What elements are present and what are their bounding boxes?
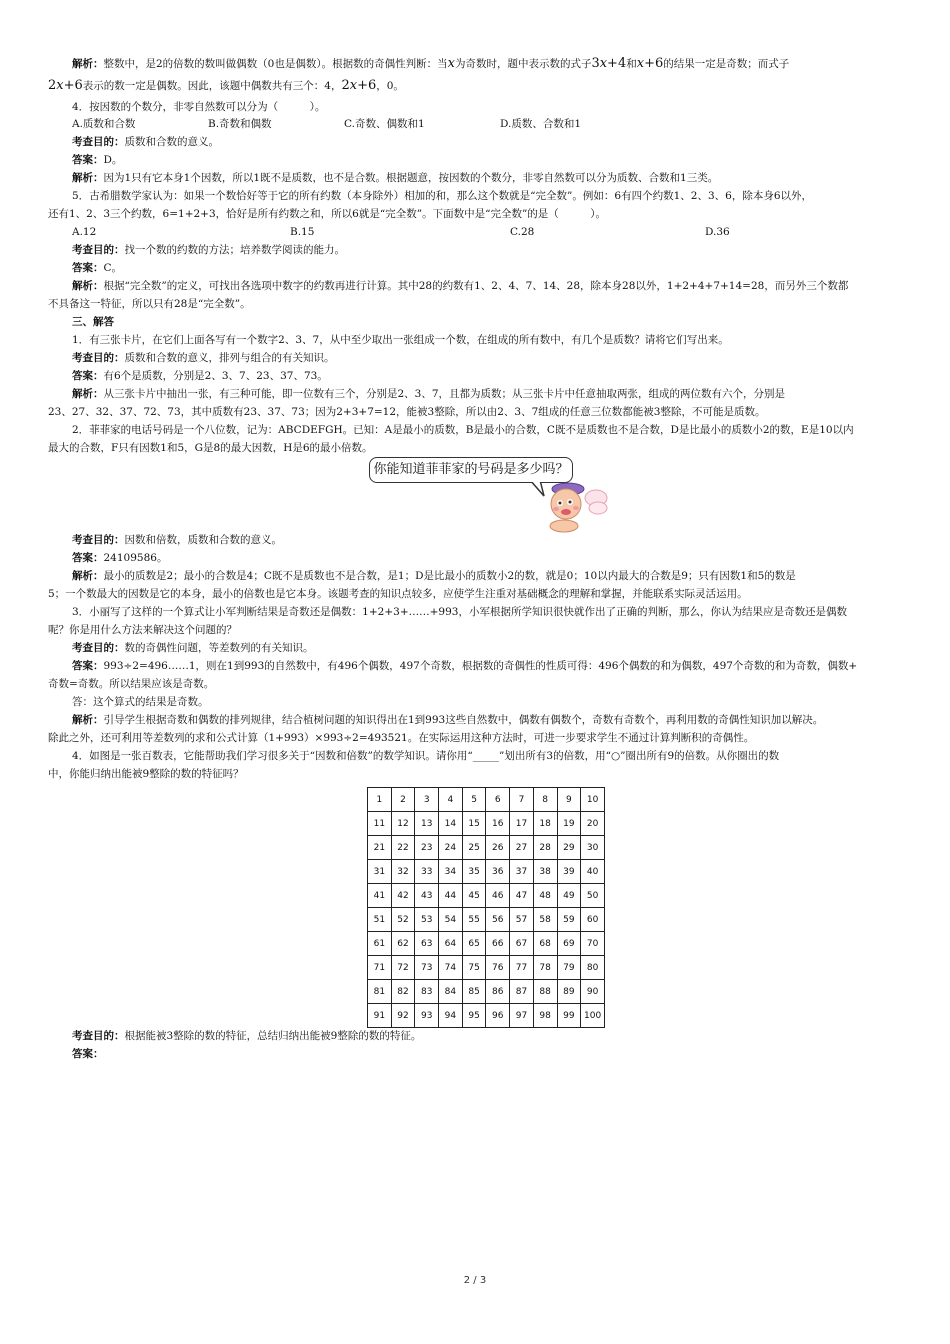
label: 考查目的： <box>72 642 125 654</box>
hundred-chart-cell: 51 <box>368 908 392 932</box>
p3-goal <box>72 641 906 656</box>
hundred-chart-cell: 30 <box>581 836 605 860</box>
hundred-chart-cell: 6 <box>486 788 510 812</box>
hundred-chart-cell: 19 <box>557 812 581 836</box>
label: 考查目的： <box>72 534 125 546</box>
p2-explanation-line-2: 5；一个数最大的因数是它的本身，最小的倍数也是它本身。该题考查的知识点较多，应使学生注重对基础概念的理解和掌握，并能联系实际灵活运用。 <box>48 588 748 600</box>
hundred-chart-cell: 56 <box>486 908 510 932</box>
hundred-chart-cell: 59 <box>557 908 581 932</box>
prev-explanation-line-1 <box>48 56 906 72</box>
hundred-chart-cell: 29 <box>557 836 581 860</box>
hundred-chart-row <box>368 860 605 884</box>
text: 引导学生根据奇数和偶数的排列规律，结合植树问题的知识得出在1到993这些自然数中，偶数有偶数个，奇数有奇数个，再利用数的奇偶性知识加以解决。 <box>103 714 824 726</box>
hundred-chart-cell: 18 <box>533 812 557 836</box>
hundred-chart-cell: 91 <box>368 1004 392 1028</box>
hundred-chart-cell: 44 <box>439 884 463 908</box>
q5-explanation-line-1 <box>72 279 906 294</box>
text: 因为1只有它本身1个因数，所以1既不是质数，也不是合数。根据题意，按因数的个数分，非零自然数可以分为质数、合数和1三类。 <box>103 172 719 184</box>
cupid-angel-icon <box>538 476 608 534</box>
hundred-chart-cell: 32 <box>391 860 415 884</box>
option-d: D.质数、合数和1 <box>500 118 582 130</box>
prev-explanation-line-2 <box>48 78 906 94</box>
hundred-chart-cell: 80 <box>581 956 605 980</box>
p1-explanation-line-2: 23、27、32、37、72、73，其中质数有23、37、73；因为2+3+7=12，能被3整除，所以由2、3、7组成的任意三位数都能被3整除，不可能是质数。 <box>48 406 766 418</box>
hundred-chart-cell: 22 <box>391 836 415 860</box>
hundred-chart-cell: 28 <box>533 836 557 860</box>
hundred-chart-cell: 47 <box>510 884 534 908</box>
hundred-chart-cell: 75 <box>462 956 486 980</box>
hundred-chart-cell: 25 <box>462 836 486 860</box>
p2-goal <box>72 533 906 548</box>
hundred-chart-cell: 70 <box>581 932 605 956</box>
p2-answer <box>72 551 906 566</box>
label: 解析： <box>72 172 104 184</box>
hundred-chart-cell: 48 <box>533 884 557 908</box>
label: 解析： <box>72 280 104 292</box>
label: 解析： <box>72 570 104 582</box>
hundred-chart-cell: 43 <box>415 884 439 908</box>
label: 考查目的： <box>72 136 125 148</box>
hundred-chart-cell: 99 <box>557 1004 581 1028</box>
hundred-chart-cell: 93 <box>415 1004 439 1028</box>
hundred-chart-cell: 33 <box>415 860 439 884</box>
hundred-chart-cell: 9 <box>557 788 581 812</box>
text: 整数中，是2的倍数的数叫做偶数（0也是偶数）。根据数的奇偶性判断：当 <box>103 58 448 70</box>
hundred-chart-cell: 67 <box>510 932 534 956</box>
page-number: 2 / 3 <box>463 1275 487 1286</box>
hundred-chart-cell: 41 <box>368 884 392 908</box>
hundred-chart-cell: 49 <box>557 884 581 908</box>
hundred-chart-cell: 52 <box>391 908 415 932</box>
hundred-chart-row <box>368 956 605 980</box>
hundred-chart-cell: 8 <box>533 788 557 812</box>
label: 考查目的： <box>72 244 125 256</box>
label: 答案： <box>72 1048 104 1060</box>
hundred-chart-cell: 90 <box>581 980 605 1004</box>
text: 质数和合数的意义，排列与组合的有关知识。 <box>124 352 335 364</box>
q5-goal <box>72 243 906 258</box>
math-expr: 𝑥+6 <box>636 56 664 71</box>
hundred-chart-cell: 77 <box>510 956 534 980</box>
option-a: A.12 <box>72 226 97 238</box>
hundred-chart-row <box>368 788 605 812</box>
text: 根据能被3整除的数的特征，总结归纳出能被9整除的数的特征。 <box>124 1030 422 1042</box>
label: 解析： <box>72 714 104 726</box>
text: 最小的质数是2；最小的合数是4；C既不是质数也不是合数，是1；D是比最小的质数小2的数，就是0；10以内最大的合数是9；只有因数1和5的数是 <box>103 570 796 582</box>
text: 质数和合数的意义。 <box>124 136 219 148</box>
hundred-chart-cell: 58 <box>533 908 557 932</box>
hundred-chart-cell: 72 <box>391 956 415 980</box>
p4-answer <box>72 1047 906 1062</box>
problem-3-line-2: 呢？你是用什么方法来解决这个问题的？ <box>48 624 237 636</box>
option-b: B.奇数和偶数 <box>208 118 272 130</box>
hundred-chart-cell: 12 <box>391 812 415 836</box>
hundred-chart-cell: 62 <box>391 932 415 956</box>
hundred-chart-cell: 46 <box>486 884 510 908</box>
hundred-chart-cell: 64 <box>439 932 463 956</box>
hundred-chart <box>367 787 605 1028</box>
hundred-chart-cell: 53 <box>415 908 439 932</box>
hundred-chart-cell: 7 <box>510 788 534 812</box>
hundred-chart-cell: 74 <box>439 956 463 980</box>
p3-explanation-line-1 <box>72 713 906 728</box>
question-4: 4．按因数的个数分，非零自然数可以分为（ ）。 <box>72 101 326 113</box>
hundred-chart-row <box>368 908 605 932</box>
label: 解析： <box>72 388 104 400</box>
text: 的结果一定是奇数；而式子 <box>663 58 790 70</box>
text: 表示的数一定是偶数。因此，该题中偶数共有三个：4， <box>82 80 342 92</box>
q4-answer <box>72 153 906 168</box>
hundred-chart-row <box>368 884 605 908</box>
problem-4-line-2: 中，你能归纳出能被9整除的数的特征吗？ <box>48 768 244 780</box>
hundred-chart-cell: 57 <box>510 908 534 932</box>
hundred-chart-row <box>368 980 605 1004</box>
text: 为奇数时，题中表示数的式子 <box>454 58 592 70</box>
label: 答案： <box>72 154 104 166</box>
problem-1: 1．有三张卡片，在它们上面各写有一个数字2、3、7，从中至少取出一张组成一个数，在组成的所有数中，有几个是质数？请将它们写出来。 <box>72 334 729 346</box>
p4-goal <box>72 1029 906 1044</box>
hundred-chart-cell: 87 <box>510 980 534 1004</box>
math-expr: 2𝑥+6 <box>48 78 83 93</box>
math-x: 𝑥 <box>447 56 455 71</box>
text: 和 <box>626 58 637 70</box>
text: 从三张卡片中抽出一张，有三种可能，即一位数有三个，分别是2、3、7，且都为质数；从三张卡片中任意抽取两张，组成的两位数有六个，分别是 <box>103 388 786 400</box>
hundred-chart-cell: 85 <box>462 980 486 1004</box>
hundred-chart-cell: 68 <box>533 932 557 956</box>
hundred-chart-cell: 79 <box>557 956 581 980</box>
hundred-chart-cell: 3 <box>415 788 439 812</box>
hundred-chart-cell: 14 <box>439 812 463 836</box>
p1-answer <box>72 369 906 384</box>
hundred-chart-cell: 95 <box>462 1004 486 1028</box>
hundred-chart-row <box>368 812 605 836</box>
text: ，0。 <box>376 80 404 92</box>
label: 答案： <box>72 262 104 274</box>
hundred-chart-cell: 42 <box>391 884 415 908</box>
p2-explanation-line-1 <box>72 569 906 584</box>
hundred-chart-cell: 76 <box>486 956 510 980</box>
hundred-chart-cell: 65 <box>462 932 486 956</box>
hundred-chart-cell: 69 <box>557 932 581 956</box>
hundred-chart-cell: 26 <box>486 836 510 860</box>
problem-4-line-1: 4．如图是一张百数表，它能帮助我们学习很多关于“因数和倍数”的数学知识。请你用“_____”划出所有3的倍数，用“○”圈出所有9的倍数。从你圈出的数 <box>72 750 780 762</box>
text: 24109586。 <box>103 552 168 564</box>
hundred-chart-cell: 38 <box>533 860 557 884</box>
q5-explanation-line-2: 不具备这一特征，所以只有28是“完全数”。 <box>48 298 251 310</box>
q4-explanation <box>72 171 906 186</box>
label: 答案： <box>72 552 104 564</box>
hundred-chart-cell: 20 <box>581 812 605 836</box>
hundred-chart-cell: 4 <box>439 788 463 812</box>
hundred-chart-cell: 16 <box>486 812 510 836</box>
p1-goal <box>72 351 906 366</box>
text: 找一个数的约数的方法；培养数学阅读的能力。 <box>124 244 345 256</box>
hundred-chart-row <box>368 836 605 860</box>
p3-answer-line-1 <box>72 659 906 674</box>
hundred-chart-cell: 82 <box>391 980 415 1004</box>
label: 考查目的： <box>72 1030 125 1042</box>
hundred-chart-cell: 36 <box>486 860 510 884</box>
question-5-line-2: 还有1、2、3三个约数，6=1+2+3，恰好是所有约数之和，所以6就是“完全数”。下面数中是“完全数”的是（ ）。 <box>48 208 607 220</box>
hundred-chart-cell: 5 <box>462 788 486 812</box>
option-b: B.15 <box>290 226 315 238</box>
problem-2-line-1: 2．菲菲家的电话号码是一个八位数，记为：ABCDEFGH。已知：A是最小的质数，B是最小的合数，C既不是质数也不是合数，D是比最小的质数小2的数，E是10以内 <box>72 424 854 436</box>
hundred-chart-cell: 11 <box>368 812 392 836</box>
text: C。 <box>103 262 123 274</box>
hundred-chart-cell: 27 <box>510 836 534 860</box>
label: 答案： <box>72 370 104 382</box>
hundred-chart-cell: 84 <box>439 980 463 1004</box>
hundred-chart-cell: 98 <box>533 1004 557 1028</box>
hundred-chart-cell: 61 <box>368 932 392 956</box>
hundred-chart-cell: 39 <box>557 860 581 884</box>
hundred-chart-cell: 66 <box>486 932 510 956</box>
hundred-chart-cell: 1 <box>368 788 392 812</box>
hundred-chart-cell: 73 <box>415 956 439 980</box>
hundred-chart-row <box>368 1004 605 1028</box>
speech-bubble: 你能知道菲菲家的号码是多少吗？ <box>369 457 573 483</box>
text: 因数和倍数，质数和合数的意义。 <box>124 534 282 546</box>
label: 考查目的： <box>72 352 125 364</box>
question-5-line-1: 5．古希腊数学家认为：如果一个数恰好等于它的所有约数（本身除外）相加的和，那么这个数就是“完全数”。例如：6有四个约数1、2、3、6，除本身6以外， <box>72 190 812 202</box>
math-expr: 2𝑥+6 <box>341 78 377 93</box>
hundred-chart-cell: 37 <box>510 860 534 884</box>
hundred-chart-cell: 97 <box>510 1004 534 1028</box>
hundred-chart-cell: 60 <box>581 908 605 932</box>
p3-answer-line-3: 答：这个算式的结果是奇数。 <box>72 696 209 708</box>
hundred-chart-cell: 21 <box>368 836 392 860</box>
hundred-chart-cell: 17 <box>510 812 534 836</box>
text: D。 <box>103 154 123 166</box>
text: 有6个是质数，分别是2、3、7、23、37、73。 <box>103 370 328 382</box>
option-c: C.奇数、偶数和1 <box>344 118 425 130</box>
hundred-chart-cell: 2 <box>391 788 415 812</box>
hundred-chart-cell: 88 <box>533 980 557 1004</box>
hundred-chart-cell: 13 <box>415 812 439 836</box>
hundred-chart-cell: 10 <box>581 788 605 812</box>
hundred-chart-cell: 24 <box>439 836 463 860</box>
hundred-chart-cell: 63 <box>415 932 439 956</box>
hundred-chart-cell: 78 <box>533 956 557 980</box>
hundred-chart-cell: 45 <box>462 884 486 908</box>
hundred-chart-cell: 92 <box>391 1004 415 1028</box>
problem-3-line-1: 3．小丽写了这样的一个算式让小军判断结果是奇数还是偶数：1+2+3+……+993，小军根据所学知识很快就作出了正确的判断，那么，你认为结果应是奇数还是偶数 <box>72 606 847 618</box>
section-heading: 三、解答 <box>72 316 114 328</box>
hundred-chart-cell: 54 <box>439 908 463 932</box>
hundred-chart-cell: 96 <box>486 1004 510 1028</box>
hundred-chart-cell: 81 <box>368 980 392 1004</box>
p3-explanation-line-2: 除此之外，还可利用等差数列的求和公式计算（1+993）×993÷2=493521。在实际运用这种方法时，可进一步要求学生不通过计算判断积的奇偶性。 <box>48 732 755 744</box>
hundred-chart-cell: 100 <box>581 1004 605 1028</box>
label: 解析： <box>72 58 104 70</box>
option-a: A.质数和合数 <box>72 118 136 130</box>
hundred-chart-cell: 35 <box>462 860 486 884</box>
problem-2-line-2: 最大的合数，F只有因数1和5，G是8的最大因数，H是6的最小倍数。 <box>48 442 373 454</box>
hundred-chart-cell: 86 <box>486 980 510 1004</box>
hundred-chart-cell: 40 <box>581 860 605 884</box>
hundred-chart-cell: 71 <box>368 956 392 980</box>
hundred-chart-cell: 15 <box>462 812 486 836</box>
text: 数的奇偶性问题，等差数列的有关知识。 <box>124 642 314 654</box>
p3-answer-line-2: 奇数=奇数。所以结果应该是奇数。 <box>48 678 215 690</box>
q4-goal <box>72 135 906 150</box>
p1-explanation-line-1 <box>72 387 906 402</box>
hundred-chart-row <box>368 932 605 956</box>
hundred-chart-cell: 94 <box>439 1004 463 1028</box>
text: 993÷2=496……1，则在1到993的自然数中，有496个偶数，497个奇数，根据数的奇偶性的性质可得：496个偶数的和为偶数，497个奇数的和为奇数，偶数+ <box>103 660 858 672</box>
text: 根据“完全数”的定义，可找出各选项中数字的约数再进行计算。其中28的约数有1、2、4、7、14、28，除本身28以外，1+2+4+7+14=28，而另外三个数都 <box>103 280 849 292</box>
hundred-chart-cell: 89 <box>557 980 581 1004</box>
math-expr: 3𝑥+4 <box>591 56 627 71</box>
hundred-chart-cell: 34 <box>439 860 463 884</box>
hundred-chart-cell: 83 <box>415 980 439 1004</box>
hundred-chart-cell: 55 <box>462 908 486 932</box>
hundred-chart-cell: 50 <box>581 884 605 908</box>
hundred-chart-cell: 31 <box>368 860 392 884</box>
q5-answer <box>72 261 906 276</box>
option-c: C.28 <box>510 226 535 238</box>
hundred-chart-cell: 23 <box>415 836 439 860</box>
option-d: D.36 <box>705 226 730 238</box>
label: 答案： <box>72 660 104 672</box>
